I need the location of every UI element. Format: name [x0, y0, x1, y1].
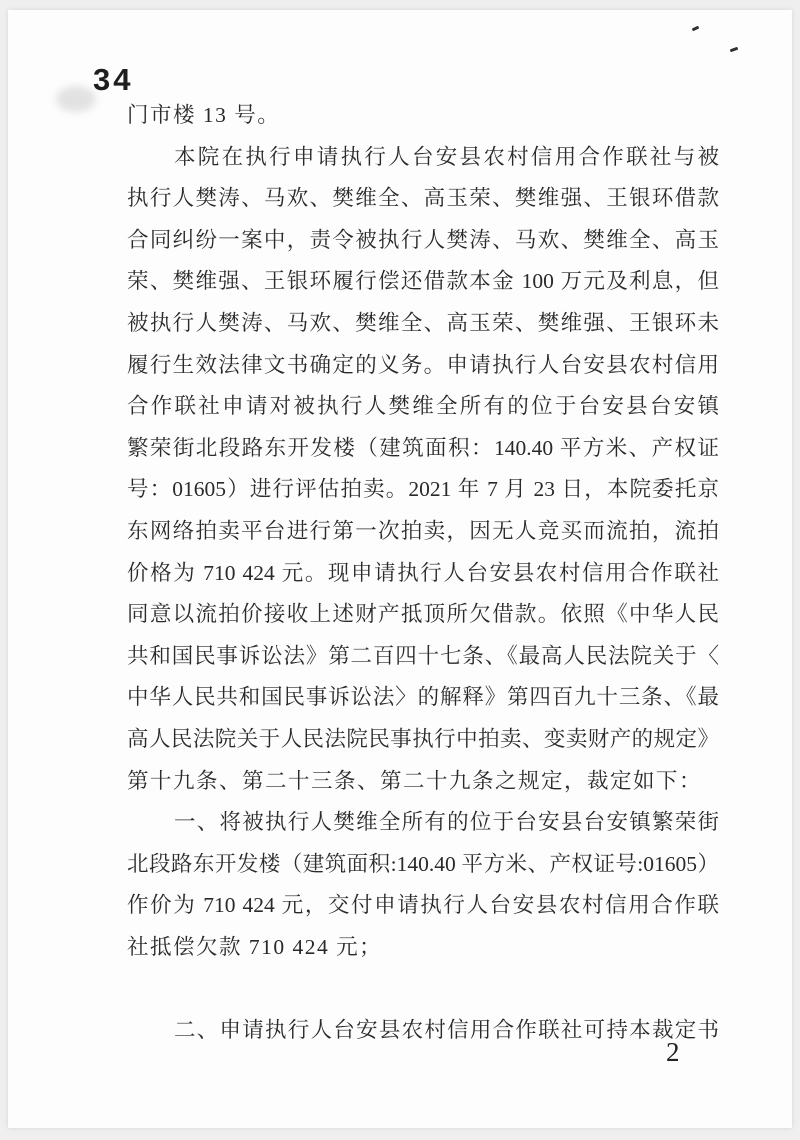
text-line: 同意以流拍价接收上述财产抵顶所欠借款。依照《中华人民	[127, 602, 719, 627]
text-line: 合同纠纷一案中，责令被执行人樊涛、马欢、樊维全、高玉	[127, 227, 719, 252]
text-line: 东网络拍卖平台进行第一次拍卖，因无人竞买而流拍，流拍	[127, 518, 719, 543]
text-line: 北段路东开发楼（建筑面积:140.40 平方米、产权证号:01605）	[127, 851, 719, 876]
text-line: 门市楼 13 号。	[127, 103, 281, 127]
text-line: 荣、樊维强、王银环履行偿还借款本金 100 万元及利息，但	[127, 269, 719, 294]
scan-speck-artifact	[692, 26, 700, 32]
text-line: 二、申请执行人台安县农村信用合作联社可持本裁定书	[174, 1018, 719, 1043]
text-line	[127, 968, 719, 1010]
scan-smudge-artifact	[56, 86, 96, 112]
scanned-document-page	[8, 10, 792, 1128]
scan-speck-artifact	[730, 47, 739, 53]
text-line: 本院在执行申请执行人台安县农村信用合作联社与被	[174, 144, 719, 169]
text-line: 繁荣街北段路东开发楼（建筑面积：140.40 平方米、产权证	[127, 435, 719, 460]
text-line: 社抵偿欠款 710 424 元；	[127, 934, 383, 959]
text-line: 号：01605）进行评估拍卖。2021 年 7 月 23 日，本院委托京	[127, 477, 719, 502]
text-line: 中华人民共和国民事诉讼法〉的解释》第四百九十三条、《最	[127, 685, 719, 710]
document-body-text	[127, 95, 719, 1052]
page-number: 2	[666, 1037, 680, 1067]
text-line: 共和国民事诉讼法》第二百四十七条、《最高人民法院关于〈	[127, 643, 719, 668]
text-line: 作价为 710 424 元，交付申请执行人台安县农村信用合作联	[127, 893, 719, 918]
text-line: 执行人樊涛、马欢、樊维全、高玉荣、樊维强、王银环借款	[127, 186, 719, 211]
text-line: 被执行人樊涛、马欢、樊维全、高玉荣、樊维强、王银环未	[127, 310, 719, 335]
text-line: 合作联社申请对被执行人樊维全所有的位于台安县台安镇	[127, 394, 719, 419]
handwritten-page-mark: 34	[93, 62, 134, 97]
text-line: 履行生效法律文书确定的义务。申请执行人台安县农村信用	[127, 352, 719, 377]
text-line: 价格为 710 424 元。现申请执行人台安县农村信用合作联社	[127, 560, 719, 585]
text-line: 高人民法院关于人民法院民事执行中拍卖、变卖财产的规定》	[127, 726, 719, 751]
text-line: 第十九条、第二十三条、第二十九条之规定，裁定如下：	[127, 768, 703, 793]
text-line: 一、将被执行人樊维全所有的位于台安县台安镇繁荣街	[174, 810, 719, 835]
